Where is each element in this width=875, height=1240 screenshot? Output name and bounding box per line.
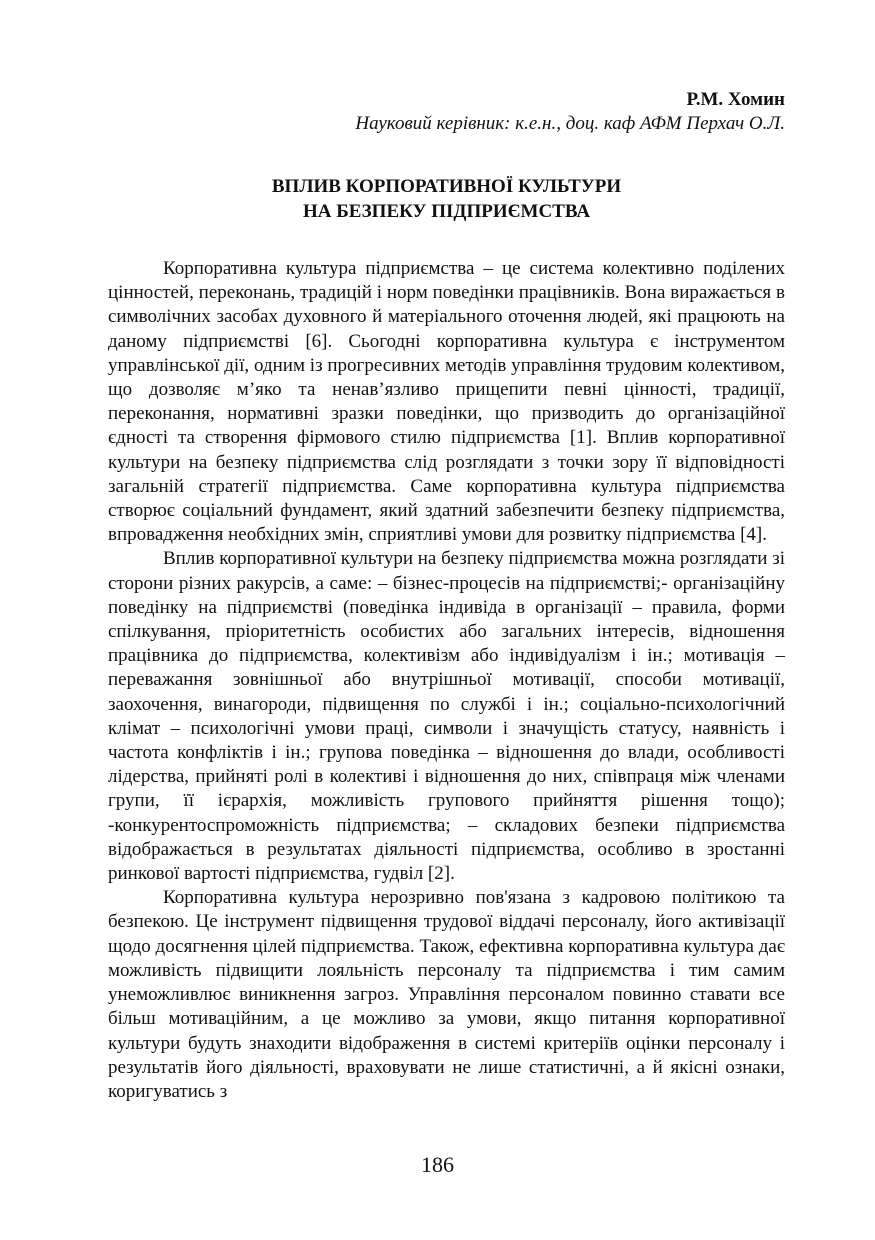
page-number: 186: [421, 1152, 454, 1177]
paragraph-3: Корпоративна культура нерозривно пов'язана з кадровою політикою та безпекою. Це інструмент підвищення трудової віддачі персоналу, його активізації щодо досягнення цілей підприємства. Також, ефективна корпоративна культура дає можливість підвищити лояльність персоналу та підприємства і тим самим унеможливлює виникнення загроз. Управління персоналом повинно ставати все більш мотиваційним, а це можливо за умови, якщо питання корпоративної культури будуть знаходити відображення в системі критеріїв оцінки персоналу і результатів його діяльності, враховувати не лише статистичні, а й якісні ознаки, коригуватись з: [108, 887, 785, 1102]
scientific-advisor: Науковий керівник: к.е.н., доц. каф АФМ Перхач О.Л.: [355, 113, 785, 134]
article-title-line-1: ВПЛИВ КОРПОРАТИВНОЇ КУЛЬТУРИ: [271, 176, 622, 197]
article-title-line-2: НА БЕЗПЕКУ ПІДПРИЄМСТВА: [302, 201, 591, 222]
author-name: Р.М. Хомин: [686, 89, 785, 110]
paragraph-1: Корпоративна культура підприємства – це система колективно поділених цінностей, переконань, традицій і норм поведінки працівників. Вона виражається в символічних засобах духовного й матеріального оточення людей, які працюють на даному підприємстві [6]. Сьогодні корпоративна культура є інструментом управлінської дії, одним із прогресивних методів управління трудовим колективом, що дозволяє м’яко та ненав’язливо прищепити певні цінності, традиції, переконання, нормативні зразки поведінки, що призводить до організаційної єдності та створення фірмового стилю підприємства [1]. Вплив корпоративної культури на безпеку підприємства слід розглядати з точки зору її відповідності загальній стратегії підприємства. Саме корпоративна культура підприємства створює соціальний фундамент, який здатний забезпечити безпеку підприємства, впровадження необхідних змін, сприятливі умови для розвитку підприємства [4].: [108, 258, 785, 546]
article-title: [108, 174, 785, 224]
article-body: [108, 257, 785, 1104]
paragraph-2: Вплив корпоративної культури на безпеку підприємства можна розглядати зі сторони різних ракурсів, а саме: – бізнес-процесів на підприємстві;- організаційну поведінку на підприємстві (поведінка індивіда в організації – правила, форми спілкування, пріоритетність особистих або загальних інтересів, відношення працівника до підприємства, колективізм або індивідуалізм і ін.; мотивація – переважання зовнішньої або внутрішньої мотивації, способи мотивації, заохочення, винагороди, підвищення по службі і ін.; соціально-психологічний клімат – психологічні умови праці, символи і значущість статусу, наявність і частота конфліктів і ін.; групова поведінка – відношення до влади, особливості лідерства, прийняті ролі в колективі і відношення до них, співпраця між членами групи, її ієрархія, можливість групового прийняття рішення тощо); -конкурентоспроможність підприємства; – складових безпеки підприємства відображається в результатах діяльності підприємства, особливо в зростанні ринкової вартості підприємства, гудвіл [2].: [108, 548, 785, 885]
page-content: [108, 88, 785, 1104]
